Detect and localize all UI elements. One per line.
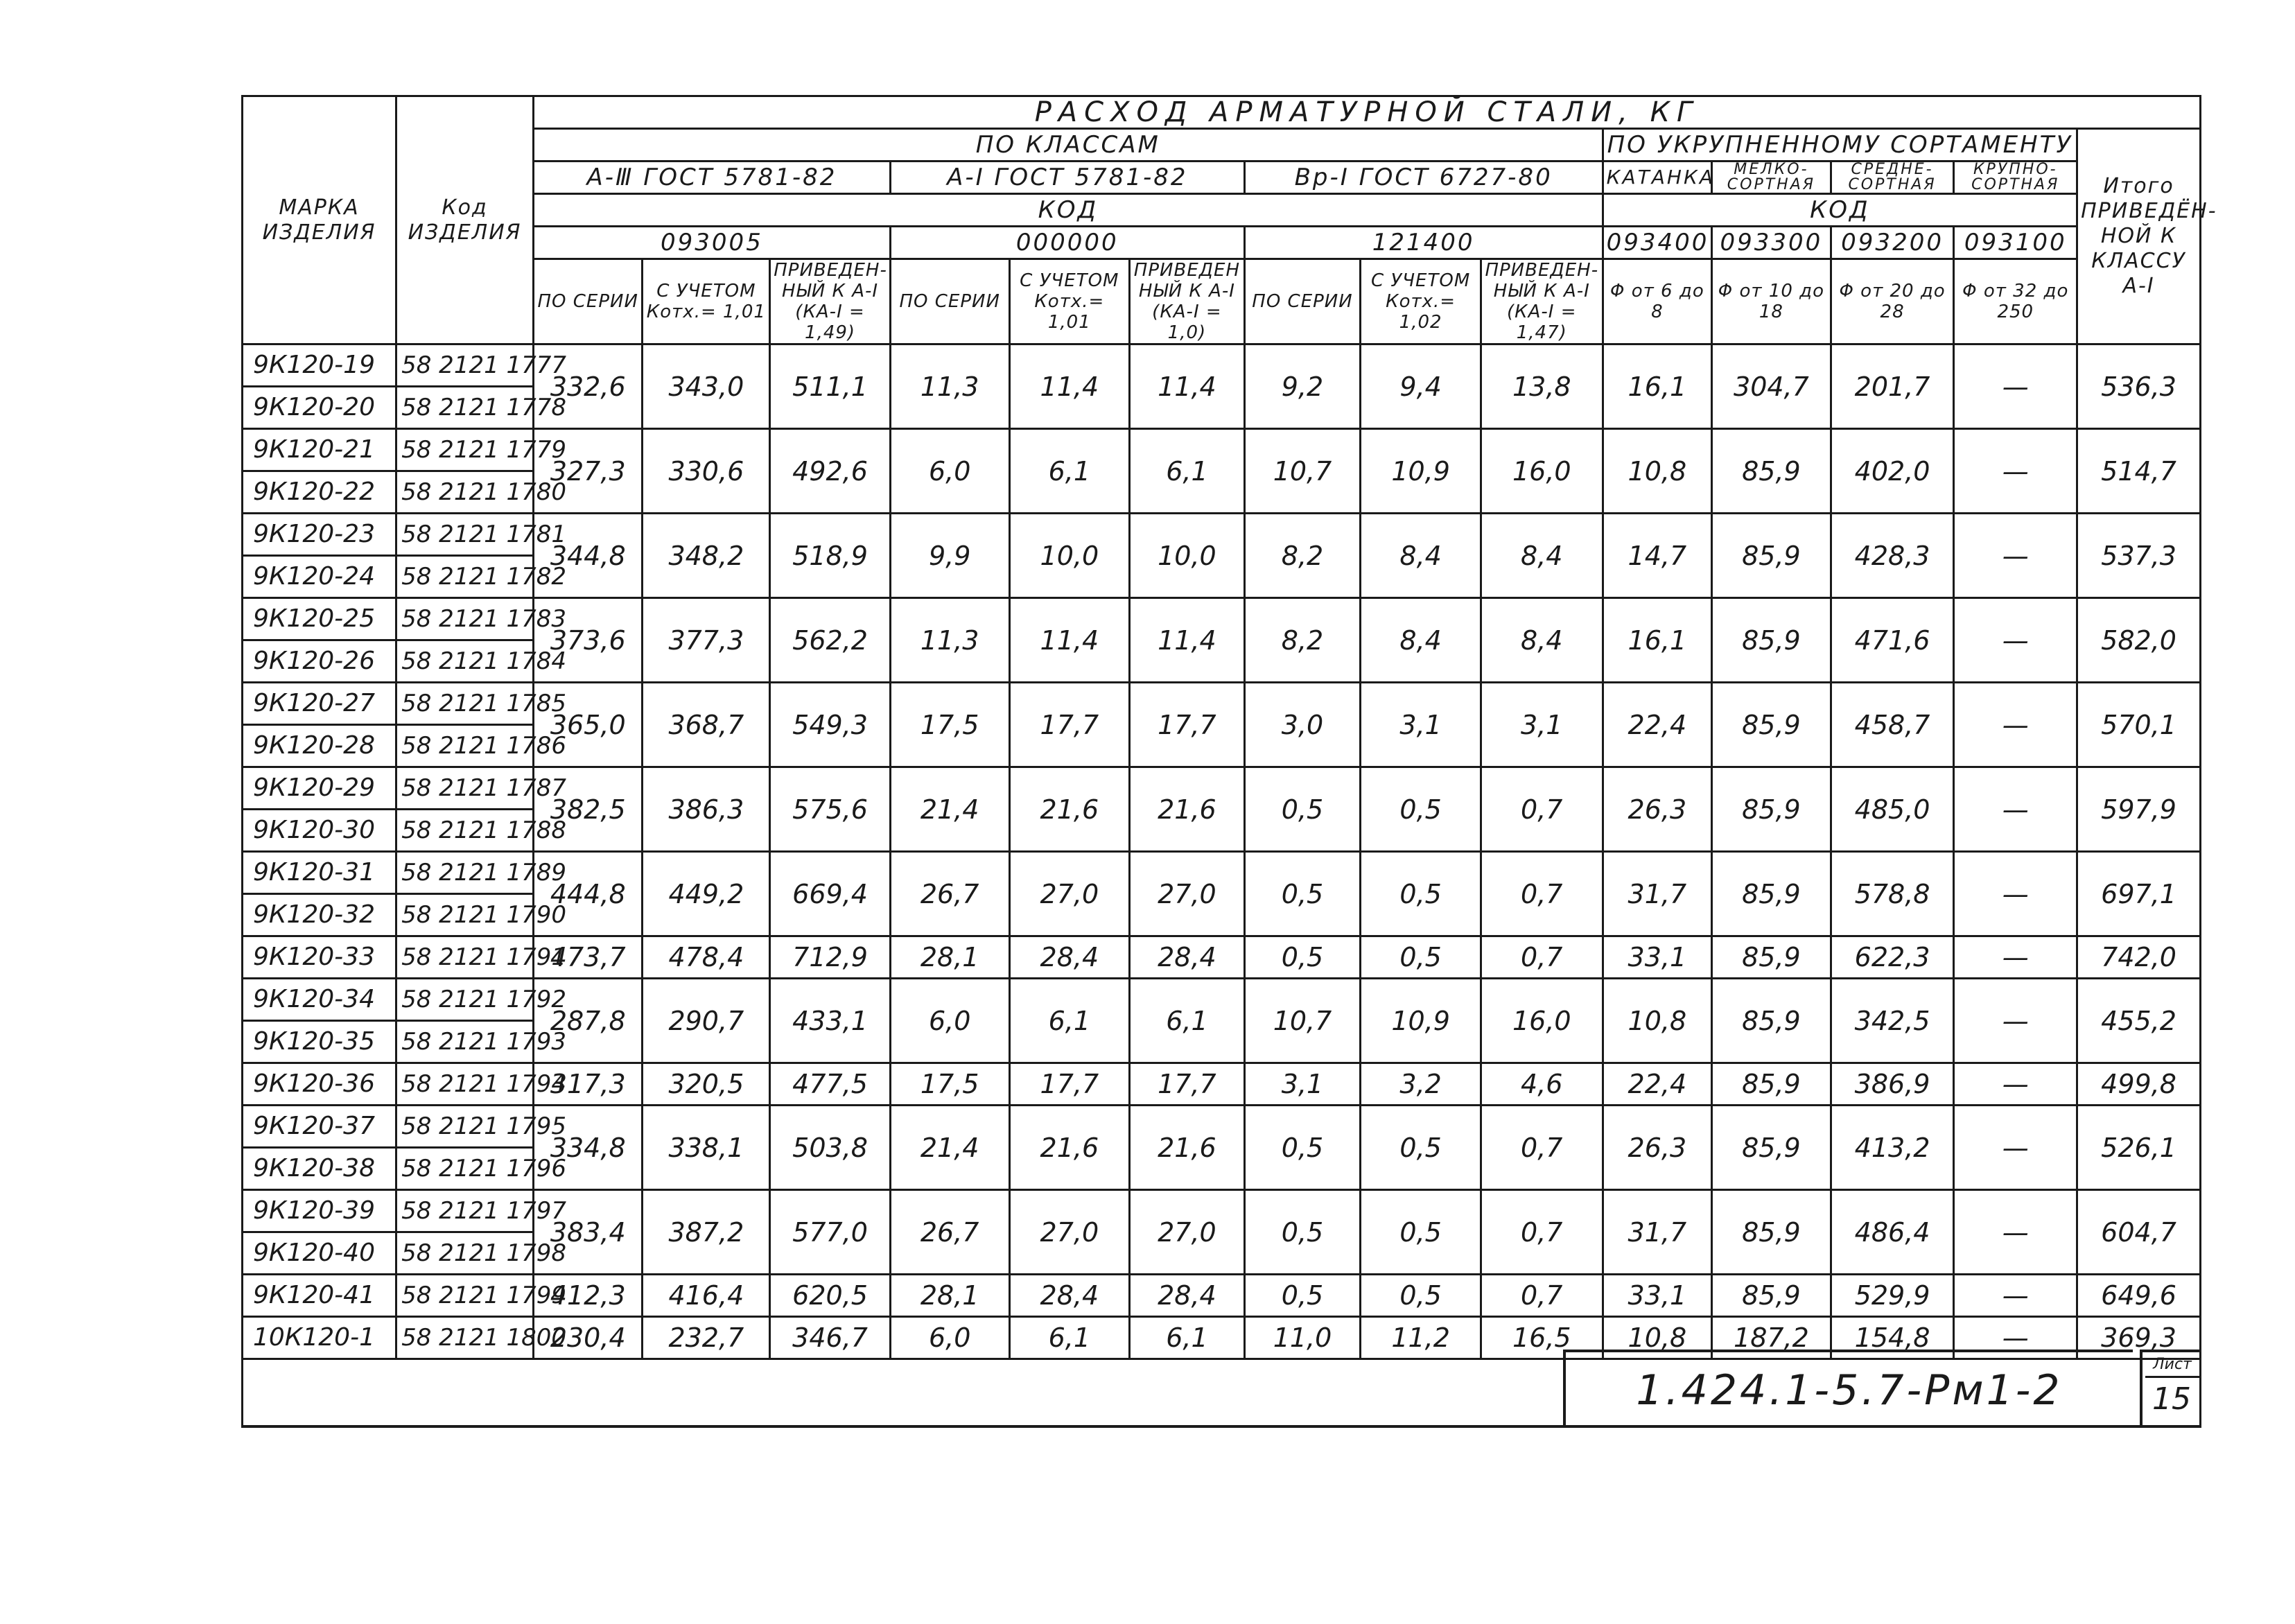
product-code: 58 2121 1779 [396,429,534,471]
value-vr1-s-uchetom: 0,5 [1361,767,1481,852]
value-katanka: 26,3 [1603,1106,1712,1190]
product-code: 58 2121 1786 [396,725,534,767]
value-srednesortnaya: 486,4 [1831,1190,1954,1275]
header-po-serii-3: ПО СЕРИИ [1244,259,1361,344]
value-a3-privedenny: 433,1 [770,979,891,1063]
value-a3-privedenny: 562,2 [770,598,891,683]
value-a1-s-uchetom: 28,4 [1009,936,1130,979]
value-a3-po-serii: 412,3 [533,1275,643,1317]
header-po-serii-2: ПО СЕРИИ [890,259,1009,344]
product-code: 58 2121 1780 [396,471,534,514]
value-melkosortnaya: 85,9 [1712,1106,1831,1190]
value-a3-s-uchetom: 386,3 [643,767,770,852]
value-vr1-po-serii: 11,0 [1244,1317,1361,1359]
header-by-classes: ПО КЛАССАМ [533,129,1603,161]
product-code: 58 2121 1792 [396,979,534,1021]
value-melkosortnaya: 85,9 [1712,767,1831,852]
value-a3-s-uchetom: 368,7 [643,683,770,767]
value-krupnosortnaya: — [1954,767,2077,852]
product-code: 58 2121 1790 [396,894,534,936]
product-mark: 9К120-39 [243,1190,396,1232]
value-a3-s-uchetom: 232,7 [643,1317,770,1359]
value-vr1-privedenny: 0,7 [1481,1190,1603,1275]
value-srednesortnaya: 485,0 [1831,767,1954,852]
value-a1-po-serii: 26,7 [890,1190,1009,1275]
value-melkosortnaya: 85,9 [1712,1275,1831,1317]
value-krupnosortnaya: — [1954,429,2077,514]
value-vr1-po-serii: 3,0 [1244,683,1361,767]
header-kod-classes: КОД [533,194,1603,227]
value-a1-s-uchetom: 17,7 [1009,683,1130,767]
table-row [243,1190,2201,1232]
value-total: 604,7 [2077,1190,2201,1275]
value-total: 499,8 [2077,1063,2201,1106]
value-srednesortnaya: 413,2 [1831,1106,1954,1190]
value-a3-privedenny: 712,9 [770,936,891,979]
header-code-093100: 093100 [1954,227,2077,259]
value-melkosortnaya: 85,9 [1712,514,1831,598]
sheet-number: 15 [2152,1381,2191,1417]
product-mark: 10К120-1 [243,1317,396,1359]
value-srednesortnaya: 529,9 [1831,1275,1954,1317]
product-code: 58 2121 1777 [396,344,534,387]
value-vr1-s-uchetom: 8,4 [1361,598,1481,683]
value-vr1-po-serii: 3,1 [1244,1063,1361,1106]
header-kod-assortment: КОД [1603,194,2077,227]
header-krupno: КРУПНО- СОРТНАЯ [1954,161,2077,194]
value-melkosortnaya: 85,9 [1712,1063,1831,1106]
value-total: 369,3 [2077,1317,2201,1359]
header-diam-32-250: Φ от 32 до 250 [1954,259,2077,344]
product-code: 58 2121 1784 [396,640,534,683]
header-code-093300: 093300 [1712,227,1831,259]
product-mark: 9К120-21 [243,429,396,471]
value-a3-po-serii: 317,3 [533,1063,643,1106]
value-vr1-s-uchetom: 9,4 [1361,344,1481,429]
product-mark: 9К120-34 [243,979,396,1021]
product-mark: 9К120-20 [243,387,396,429]
value-katanka: 10,8 [1603,1317,1712,1359]
value-a3-privedenny: 492,6 [770,429,891,514]
value-total: 514,7 [2077,429,2201,514]
header-s-uchetom-3: С УЧЕТОМ Котх.= 1,02 [1361,259,1481,344]
product-mark: 9К120-31 [243,852,396,894]
value-krupnosortnaya: — [1954,1063,2077,1106]
value-srednesortnaya: 471,6 [1831,598,1954,683]
value-a3-privedenny: 575,6 [770,767,891,852]
value-katanka: 33,1 [1603,1275,1712,1317]
product-mark: 9К120-19 [243,344,396,387]
value-a1-privedenny: 17,7 [1130,683,1245,767]
value-vr1-s-uchetom: 8,4 [1361,514,1481,598]
table-row [243,979,2201,1021]
value-vr1-s-uchetom: 0,5 [1361,936,1481,979]
value-total: 526,1 [2077,1106,2201,1190]
value-a3-po-serii: 344,8 [533,514,643,598]
product-mark: 9К120-22 [243,471,396,514]
product-mark: 9К120-28 [243,725,396,767]
value-a1-privedenny: 28,4 [1130,936,1245,979]
value-a3-s-uchetom: 416,4 [643,1275,770,1317]
document-designation: 1.424.1-5.7-Рм1-2 [1563,1350,2133,1428]
value-a3-s-uchetom: 348,2 [643,514,770,598]
value-a1-s-uchetom: 27,0 [1009,1190,1130,1275]
value-a1-s-uchetom: 21,6 [1009,767,1130,852]
header-code-093005: 093005 [533,227,890,259]
header-code-093200: 093200 [1831,227,1954,259]
value-a3-s-uchetom: 330,6 [643,429,770,514]
header-mark: МАРКА ИЗДЕЛИЯ [243,96,396,344]
header-code: Код ИЗДЕЛИЯ [396,96,534,344]
value-a3-s-uchetom: 449,2 [643,852,770,936]
value-a1-s-uchetom: 6,1 [1009,429,1130,514]
value-a3-privedenny: 669,4 [770,852,891,936]
value-vr1-s-uchetom: 0,5 [1361,1106,1481,1190]
product-code: 58 2121 1798 [396,1232,534,1275]
value-a3-s-uchetom: 290,7 [643,979,770,1063]
value-vr1-po-serii: 9,2 [1244,344,1361,429]
value-krupnosortnaya: — [1954,1317,2077,1359]
sheet-box [2140,1350,2201,1428]
value-a1-po-serii: 17,5 [890,1063,1009,1106]
product-code: 58 2121 1794 [396,1063,534,1106]
product-mark: 9К120-35 [243,1021,396,1063]
header-main-title: РАСХОД АРМАТУРНОЙ СТАЛИ, КГ [533,96,2200,129]
value-vr1-s-uchetom: 0,5 [1361,1275,1481,1317]
value-total: 649,6 [2077,1275,2201,1317]
header-code-000000: 000000 [890,227,1244,259]
value-katanka: 10,8 [1603,979,1712,1063]
table-row [243,514,2201,556]
header-code-093400: 093400 [1603,227,1712,259]
value-krupnosortnaya: — [1954,1106,2077,1190]
product-code: 58 2121 1800 [396,1317,534,1359]
value-krupnosortnaya: — [1954,514,2077,598]
value-srednesortnaya: 622,3 [1831,936,1954,979]
header-s-uchetom-2: С УЧЕТОМ Котх.= 1,01 [1009,259,1130,344]
value-srednesortnaya: 342,5 [1831,979,1954,1063]
value-a1-s-uchetom: 10,0 [1009,514,1130,598]
product-mark: 9К120-26 [243,640,396,683]
table-row [243,936,2201,979]
value-vr1-po-serii: 8,2 [1244,598,1361,683]
header-diam-20-28: Φ от 20 до 28 [1831,259,1954,344]
header-po-serii-1: ПО СЕРИИ [533,259,643,344]
value-a1-privedenny: 11,4 [1130,598,1245,683]
value-a1-privedenny: 11,4 [1130,344,1245,429]
product-code: 58 2121 1795 [396,1106,534,1148]
value-a1-s-uchetom: 27,0 [1009,852,1130,936]
table-row [243,598,2201,640]
value-a1-privedenny: 21,6 [1130,1106,1245,1190]
product-mark: 9К120-25 [243,598,396,640]
value-a3-s-uchetom: 387,2 [643,1190,770,1275]
product-mark: 9К120-23 [243,514,396,556]
value-melkosortnaya: 85,9 [1712,429,1831,514]
value-total: 537,3 [2077,514,2201,598]
value-a1-s-uchetom: 6,1 [1009,979,1130,1063]
header-class-vr1: Вр-Ӏ ГОСТ 6727-80 [1244,161,1603,194]
value-krupnosortnaya: — [1954,598,2077,683]
value-a1-po-serii: 9,9 [890,514,1009,598]
value-vr1-po-serii: 10,7 [1244,979,1361,1063]
product-code: 58 2121 1799 [396,1275,534,1317]
value-melkosortnaya: 85,9 [1712,979,1831,1063]
value-a3-po-serii: 327,3 [533,429,643,514]
value-a3-privedenny: 503,8 [770,1106,891,1190]
table-row [243,683,2201,725]
value-a1-s-uchetom: 11,4 [1009,344,1130,429]
value-a1-s-uchetom: 6,1 [1009,1317,1130,1359]
value-melkosortnaya: 85,9 [1712,936,1831,979]
value-katanka: 16,1 [1603,344,1712,429]
value-a3-po-serii: 332,6 [533,344,643,429]
value-srednesortnaya: 428,3 [1831,514,1954,598]
value-krupnosortnaya: — [1954,1190,2077,1275]
value-a1-privedenny: 6,1 [1130,979,1245,1063]
value-a1-po-serii: 28,1 [890,936,1009,979]
value-a1-privedenny: 6,1 [1130,429,1245,514]
value-srednesortnaya: 386,9 [1831,1063,1954,1106]
value-krupnosortnaya: — [1954,1275,2077,1317]
value-melkosortnaya: 85,9 [1712,852,1831,936]
value-vr1-privedenny: 0,7 [1481,1106,1603,1190]
value-vr1-s-uchetom: 0,5 [1361,852,1481,936]
value-vr1-po-serii: 0,5 [1244,1275,1361,1317]
value-vr1-s-uchetom: 10,9 [1361,979,1481,1063]
value-a3-po-serii: 334,8 [533,1106,643,1190]
value-total: 697,1 [2077,852,2201,936]
value-a1-po-serii: 6,0 [890,1317,1009,1359]
value-vr1-s-uchetom: 0,5 [1361,1190,1481,1275]
value-a1-po-serii: 26,7 [890,852,1009,936]
value-a1-privedenny: 21,6 [1130,767,1245,852]
table-row [243,1106,2201,1148]
value-a1-po-serii: 21,4 [890,1106,1009,1190]
header-total: Итого ПРИВЕДЁН- НОЙ К КЛАССУ А-Ӏ [2077,129,2201,344]
value-total: 455,2 [2077,979,2201,1063]
value-katanka: 31,7 [1603,1190,1712,1275]
value-a3-po-serii: 382,5 [533,767,643,852]
value-srednesortnaya: 402,0 [1831,429,1954,514]
value-vr1-privedenny: 0,7 [1481,1275,1603,1317]
product-mark: 9К120-33 [243,936,396,979]
value-a3-privedenny: 549,3 [770,683,891,767]
value-vr1-po-serii: 0,5 [1244,936,1361,979]
value-total: 582,0 [2077,598,2201,683]
product-mark: 9К120-30 [243,810,396,852]
value-a1-privedenny: 27,0 [1130,852,1245,936]
header-privedenny-1: ПРИВЕДЕН- НЫЙ К А-Ӏ (КА-Ӏ = 1,49) [770,259,891,344]
value-vr1-privedenny: 16,0 [1481,979,1603,1063]
header-class-a3: А-Ⅲ ГОСТ 5781-82 [533,161,890,194]
table-row [243,429,2201,471]
product-code: 58 2121 1789 [396,852,534,894]
value-a3-privedenny: 346,7 [770,1317,891,1359]
table-row [243,344,2201,387]
product-mark: 9К120-36 [243,1063,396,1106]
header-sredne: СРЕДНЕ- СОРТНАЯ [1831,161,1954,194]
value-vr1-po-serii: 0,5 [1244,852,1361,936]
value-vr1-po-serii: 8,2 [1244,514,1361,598]
table-row [243,852,2201,894]
value-melkosortnaya: 187,2 [1712,1317,1831,1359]
value-a3-po-serii: 373,6 [533,598,643,683]
header-melko: МЕЛКО- СОРТНАЯ [1712,161,1831,194]
value-melkosortnaya: 85,9 [1712,598,1831,683]
materials-table-sheet [241,95,2217,1429]
product-mark: 9К120-37 [243,1106,396,1148]
product-code: 58 2121 1783 [396,598,534,640]
value-krupnosortnaya: — [1954,979,2077,1063]
value-a3-s-uchetom: 343,0 [643,344,770,429]
value-a1-po-serii: 6,0 [890,429,1009,514]
header-diam-10-18: Φ от 10 до 18 [1712,259,1831,344]
product-mark: 9К120-32 [243,894,396,936]
value-a3-privedenny: 620,5 [770,1275,891,1317]
value-katanka: 22,4 [1603,1063,1712,1106]
product-mark: 9К120-41 [243,1275,396,1317]
value-a3-privedenny: 477,5 [770,1063,891,1106]
product-code: 58 2121 1788 [396,810,534,852]
value-a3-s-uchetom: 377,3 [643,598,770,683]
value-vr1-privedenny: 8,4 [1481,598,1603,683]
value-a1-po-serii: 28,1 [890,1275,1009,1317]
value-total: 570,1 [2077,683,2201,767]
value-a1-privedenny: 6,1 [1130,1317,1245,1359]
value-a1-po-serii: 6,0 [890,979,1009,1063]
value-vr1-privedenny: 13,8 [1481,344,1603,429]
value-katanka: 31,7 [1603,852,1712,936]
value-vr1-po-serii: 10,7 [1244,429,1361,514]
value-krupnosortnaya: — [1954,936,2077,979]
value-melkosortnaya: 85,9 [1712,1190,1831,1275]
value-melkosortnaya: 304,7 [1712,344,1831,429]
value-a1-po-serii: 11,3 [890,344,1009,429]
product-mark: 9К120-24 [243,556,396,598]
value-krupnosortnaya: — [1954,683,2077,767]
product-code: 58 2121 1787 [396,767,534,810]
value-vr1-privedenny: 0,7 [1481,852,1603,936]
value-a1-s-uchetom: 11,4 [1009,598,1130,683]
product-mark: 9К120-27 [243,683,396,725]
product-code: 58 2121 1796 [396,1148,534,1190]
value-katanka: 10,8 [1603,429,1712,514]
value-a1-privedenny: 10,0 [1130,514,1245,598]
value-a1-privedenny: 27,0 [1130,1190,1245,1275]
value-a1-s-uchetom: 21,6 [1009,1106,1130,1190]
value-vr1-privedenny: 0,7 [1481,936,1603,979]
value-a3-po-serii: 473,7 [533,936,643,979]
value-krupnosortnaya: — [1954,344,2077,429]
value-a1-po-serii: 17,5 [890,683,1009,767]
header-privedenny-3: ПРИВЕДЕН- НЫЙ К А-Ӏ (КА-Ӏ = 1,47) [1481,259,1603,344]
value-srednesortnaya: 201,7 [1831,344,1954,429]
value-vr1-s-uchetom: 3,2 [1361,1063,1481,1106]
sheet-label: Лист [2145,1354,2199,1378]
header-class-a1: А-Ӏ ГОСТ 5781-82 [890,161,1244,194]
value-a3-s-uchetom: 338,1 [643,1106,770,1190]
table-row [243,1063,2201,1106]
product-code: 58 2121 1782 [396,556,534,598]
value-melkosortnaya: 85,9 [1712,683,1831,767]
header-s-uchetom-1: С УЧЕТОМ Котх.= 1,01 [643,259,770,344]
value-a3-po-serii: 287,8 [533,979,643,1063]
value-krupnosortnaya: — [1954,852,2077,936]
header-privedenny-2: ПРИВЕДЕН НЫЙ К А-Ӏ (КА-Ӏ = 1,0) [1130,259,1245,344]
value-a1-privedenny: 17,7 [1130,1063,1245,1106]
value-vr1-privedenny: 4,6 [1481,1063,1603,1106]
header-diam-6-8: Φ от 6 до 8 [1603,259,1712,344]
value-vr1-privedenny: 16,5 [1481,1317,1603,1359]
value-vr1-po-serii: 0,5 [1244,767,1361,852]
value-total: 536,3 [2077,344,2201,429]
value-katanka: 33,1 [1603,936,1712,979]
product-code: 58 2121 1793 [396,1021,534,1063]
title-block [241,1334,2201,1428]
value-a3-privedenny: 518,9 [770,514,891,598]
table-row [243,1275,2201,1317]
value-a1-po-serii: 11,3 [890,598,1009,683]
value-a1-po-serii: 21,4 [890,767,1009,852]
value-a1-privedenny: 28,4 [1130,1275,1245,1317]
value-srednesortnaya: 578,8 [1831,852,1954,936]
product-code: 58 2121 1785 [396,683,534,725]
value-a3-po-serii: 444,8 [533,852,643,936]
header-code-121400: 121400 [1244,227,1603,259]
value-a1-s-uchetom: 28,4 [1009,1275,1130,1317]
product-code: 58 2121 1781 [396,514,534,556]
value-vr1-s-uchetom: 10,9 [1361,429,1481,514]
value-total: 742,0 [2077,936,2201,979]
value-srednesortnaya: 458,7 [1831,683,1954,767]
value-katanka: 14,7 [1603,514,1712,598]
value-a3-po-serii: 383,4 [533,1190,643,1275]
product-code: 58 2121 1791 [396,936,534,979]
table-row [243,767,2201,810]
product-code: 58 2121 1797 [396,1190,534,1232]
value-vr1-privedenny: 16,0 [1481,429,1603,514]
value-katanka: 26,3 [1603,767,1712,852]
value-a3-s-uchetom: 478,4 [643,936,770,979]
value-a1-s-uchetom: 17,7 [1009,1063,1130,1106]
value-a3-privedenny: 511,1 [770,344,891,429]
value-total: 597,9 [2077,767,2201,852]
header-katanka: КАТАНКА [1603,161,1712,194]
value-katanka: 16,1 [1603,598,1712,683]
product-mark: 9К120-29 [243,767,396,810]
value-vr1-privedenny: 8,4 [1481,514,1603,598]
value-vr1-privedenny: 3,1 [1481,683,1603,767]
value-a3-po-serii: 365,0 [533,683,643,767]
value-vr1-s-uchetom: 11,2 [1361,1317,1481,1359]
value-vr1-po-serii: 0,5 [1244,1106,1361,1190]
header-by-assortment: ПО УКРУПНЕННОМУ СОРТАМЕНТУ [1603,129,2077,161]
value-vr1-s-uchetom: 3,1 [1361,683,1481,767]
value-a3-po-serii: 230,4 [533,1317,643,1359]
value-vr1-privedenny: 0,7 [1481,767,1603,852]
product-mark: 9К120-38 [243,1148,396,1190]
value-vr1-po-serii: 0,5 [1244,1190,1361,1275]
product-mark: 9К120-40 [243,1232,396,1275]
value-srednesortnaya: 154,8 [1831,1317,1954,1359]
value-katanka: 22,4 [1603,683,1712,767]
value-a3-s-uchetom: 320,5 [643,1063,770,1106]
steel-consumption-table [241,95,2217,1360]
product-code: 58 2121 1778 [396,387,534,429]
value-a3-privedenny: 577,0 [770,1190,891,1275]
